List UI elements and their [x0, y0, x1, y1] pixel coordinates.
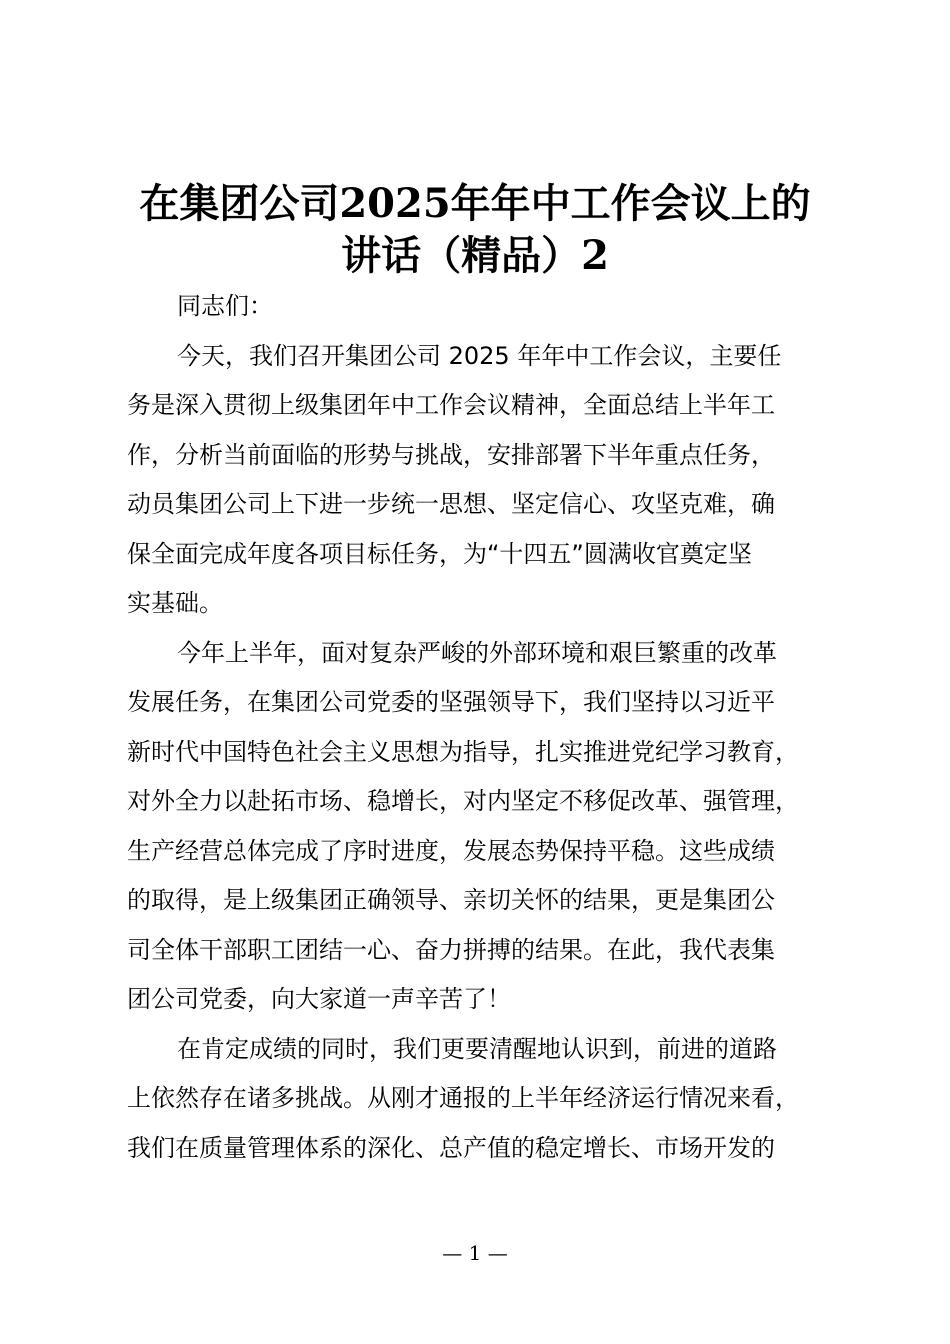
paragraph-2-line: 发展任务，在集团公司党委的坚强领导下，我们坚持以习近平: [127, 688, 775, 716]
paragraph-1-line: 动员集团公司上下进一步统一思想、坚定信心、攻坚克难，确: [127, 490, 775, 518]
paragraph-3-line: 我们在质量管理体系的深化、总产值的稳定增长、市场开发的: [127, 1133, 775, 1162]
paragraph-1-line: 作，分析当前面临的形势与挑战，安排部署下半年重点任务，: [127, 440, 775, 469]
salutation: 同志们：: [177, 292, 273, 320]
paragraph-2-line: 今年上半年，面对复杂严峻的外部环境和艰巨繁重的改革: [177, 638, 777, 667]
paragraph-1-line: 保全面完成年度各项目标任务，为“十四五”圆满收官奠定坚: [127, 539, 752, 568]
paragraph-2-line: 生产经营总体完成了序时进度，发展态势保持平稳。这些成绩: [127, 836, 775, 865]
speech-body: [127, 282, 833, 1173]
paragraph-2-line: 司全体干部职工团结一心、奋力拼搏的结果。在此，我代表集: [127, 935, 775, 964]
paragraph-1-line: 务是深入贯彻上级集团年中工作会议精神，全面总结上半年工: [127, 391, 775, 419]
paragraph-2-line: 对外全力以赴拓市场、稳增长，对内坚定不移促改革、强管理，: [127, 787, 799, 815]
paragraph-3-line: 在肯定成绩的同时，我们更要清醒地认识到，前进的道路: [177, 1034, 777, 1063]
paragraph-3-line: 上依然存在诸多挑战。从刚才通报的上半年经济运行情况来看，: [127, 1084, 799, 1112]
document-title: [100, 178, 850, 282]
paragraph-2-line: 团公司党委，向大家道一声辛苦了！: [127, 985, 511, 1013]
title-line-1: 在集团公司2025年年中工作会议上的: [139, 180, 811, 227]
title-line-2: 讲话（精品）2: [341, 232, 609, 279]
paragraph-1-line: 今天，我们召开集团公司 2025 年年中工作会议，主要任: [177, 341, 782, 370]
paragraph-2-line: 的取得，是上级集团正确领导、亲切关怀的结果，更是集团公: [127, 886, 775, 914]
paragraph-1-line: 实基础。: [127, 589, 223, 617]
page-number: — 1 —: [442, 1241, 508, 1265]
paragraph-2-line: 新时代中国特色社会主义思想为指导，扎实推进党纪学习教育，: [127, 737, 799, 766]
